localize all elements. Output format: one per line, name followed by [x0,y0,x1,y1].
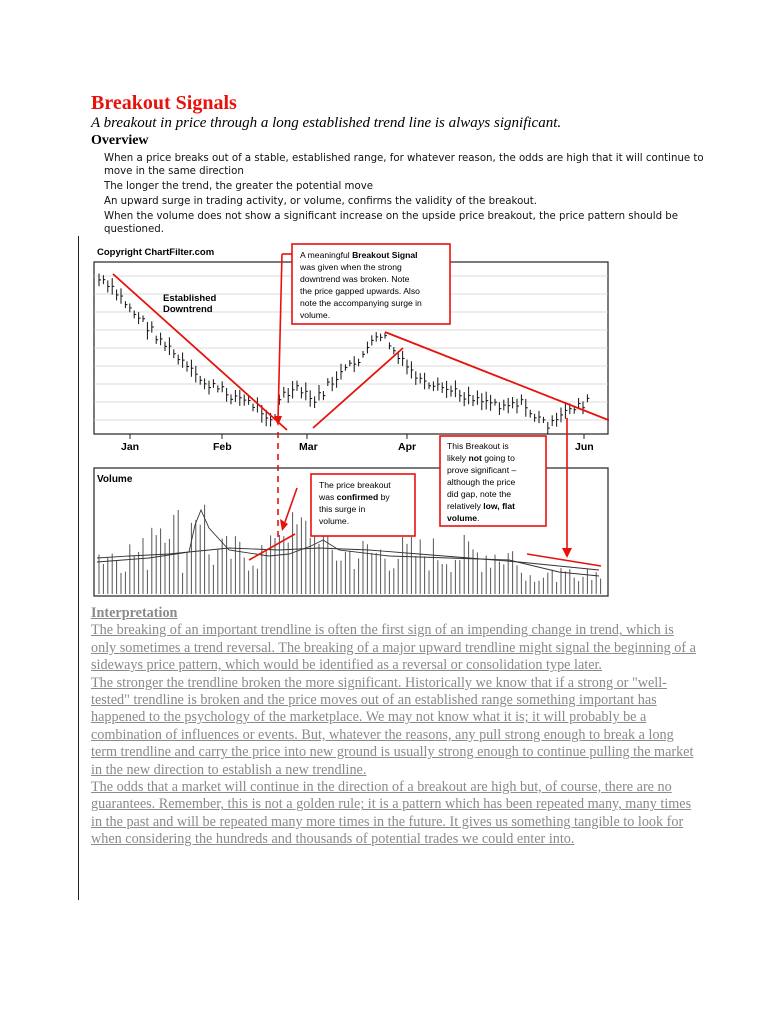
page-subtitle: A breakout in price through a long established trend line is always significant. [91,115,562,131]
callout-text: volume. [319,516,350,526]
page-title: Breakout Signals [91,92,237,114]
callout-text: this surge in [319,504,366,514]
point-item: When the volume does not show a significant increase on the upside price breakout, the price pattern should be questioned. [104,211,679,235]
month-label: Jan [121,441,140,453]
month-label: Mar [299,441,318,453]
interpretation-paragraph: The stronger the trendline broken the more significant. Historically we know that if a strong or "well-tested" trendline is broken and the price moves out of an established range something important has happened to the psychology of the marketplace. We may not know what it is; it will probably be a combination of influences or events. But, whatever the reasons, any pull strong enough to break a long term trendline and carry the price into new ground is usually strong enough to continue pulling the market in the new direction to establish a new trendline. [91,674,694,778]
callout-text: This Breakout is [447,441,509,451]
callout-text: downtrend was broken. Note [300,274,410,284]
month-label: Apr [398,441,417,453]
breakout-chart-figure [89,240,609,600]
callout-text: likely not going to [447,453,515,463]
established-label: Established [163,293,217,304]
callout-text: was given when the strong [300,262,402,272]
interpretation-heading: Interpretation [91,605,178,621]
callout-text: although the price [447,477,516,487]
callout-text: volume. [300,310,331,320]
margin-rule [78,236,79,900]
callout-text: The price breakout [319,480,391,490]
callout-text: volume. [447,513,480,523]
callout-text: note the accompanying surge in [300,298,422,308]
callout-text: was confirmed by [319,492,390,502]
volume-label: Volume [97,474,133,485]
point-item: The longer the trend, the greater the potential move [104,181,374,192]
overview-heading: Overview [91,133,149,148]
callout-text: did gap, note the [447,489,512,499]
callout-text: A meaningful Breakout Signal [300,250,418,260]
downtrend-label: Downtrend [163,304,213,315]
point-item: An upward surge in trading activity, or volume, confirms the validity of the breakout. [104,196,537,207]
callout-text: prove significant – [447,465,517,475]
month-label: Feb [213,441,232,453]
callout-text: relatively low, flat [447,501,515,511]
point-item: When a price breaks out of a stable, established range, for whatever reason, the odds are high that it will continue to move in the same direction [104,153,704,177]
month-label: Jun [575,441,594,453]
copyright-label: Copyright ChartFilter.com [97,247,215,258]
overview-points [104,152,704,238]
interpretation-paragraph: The odds that a market will continue in the direction of a breakout are high but, of course, there are no guarantees. Remember, this is not a golden rule; it is a pattern which has been repeated many, many times in the past and will be repeated many more times in the future. It gives us something tangible to look for when considering the hundreds and thousands of potential trades we could enter into. [91,779,692,848]
interpretation-paragraph: The breaking of an important trendline is often the first sign of an impending change in trend, which is only sometimes a trend reversal. The breaking of a major upward trendline might signal the beginning of a sideways price pattern, which would be identified as a reversal or consolidation type later. [91,622,696,674]
callout-text: the price gapped upwards. Also [300,286,420,296]
interpretation-section [91,605,701,849]
